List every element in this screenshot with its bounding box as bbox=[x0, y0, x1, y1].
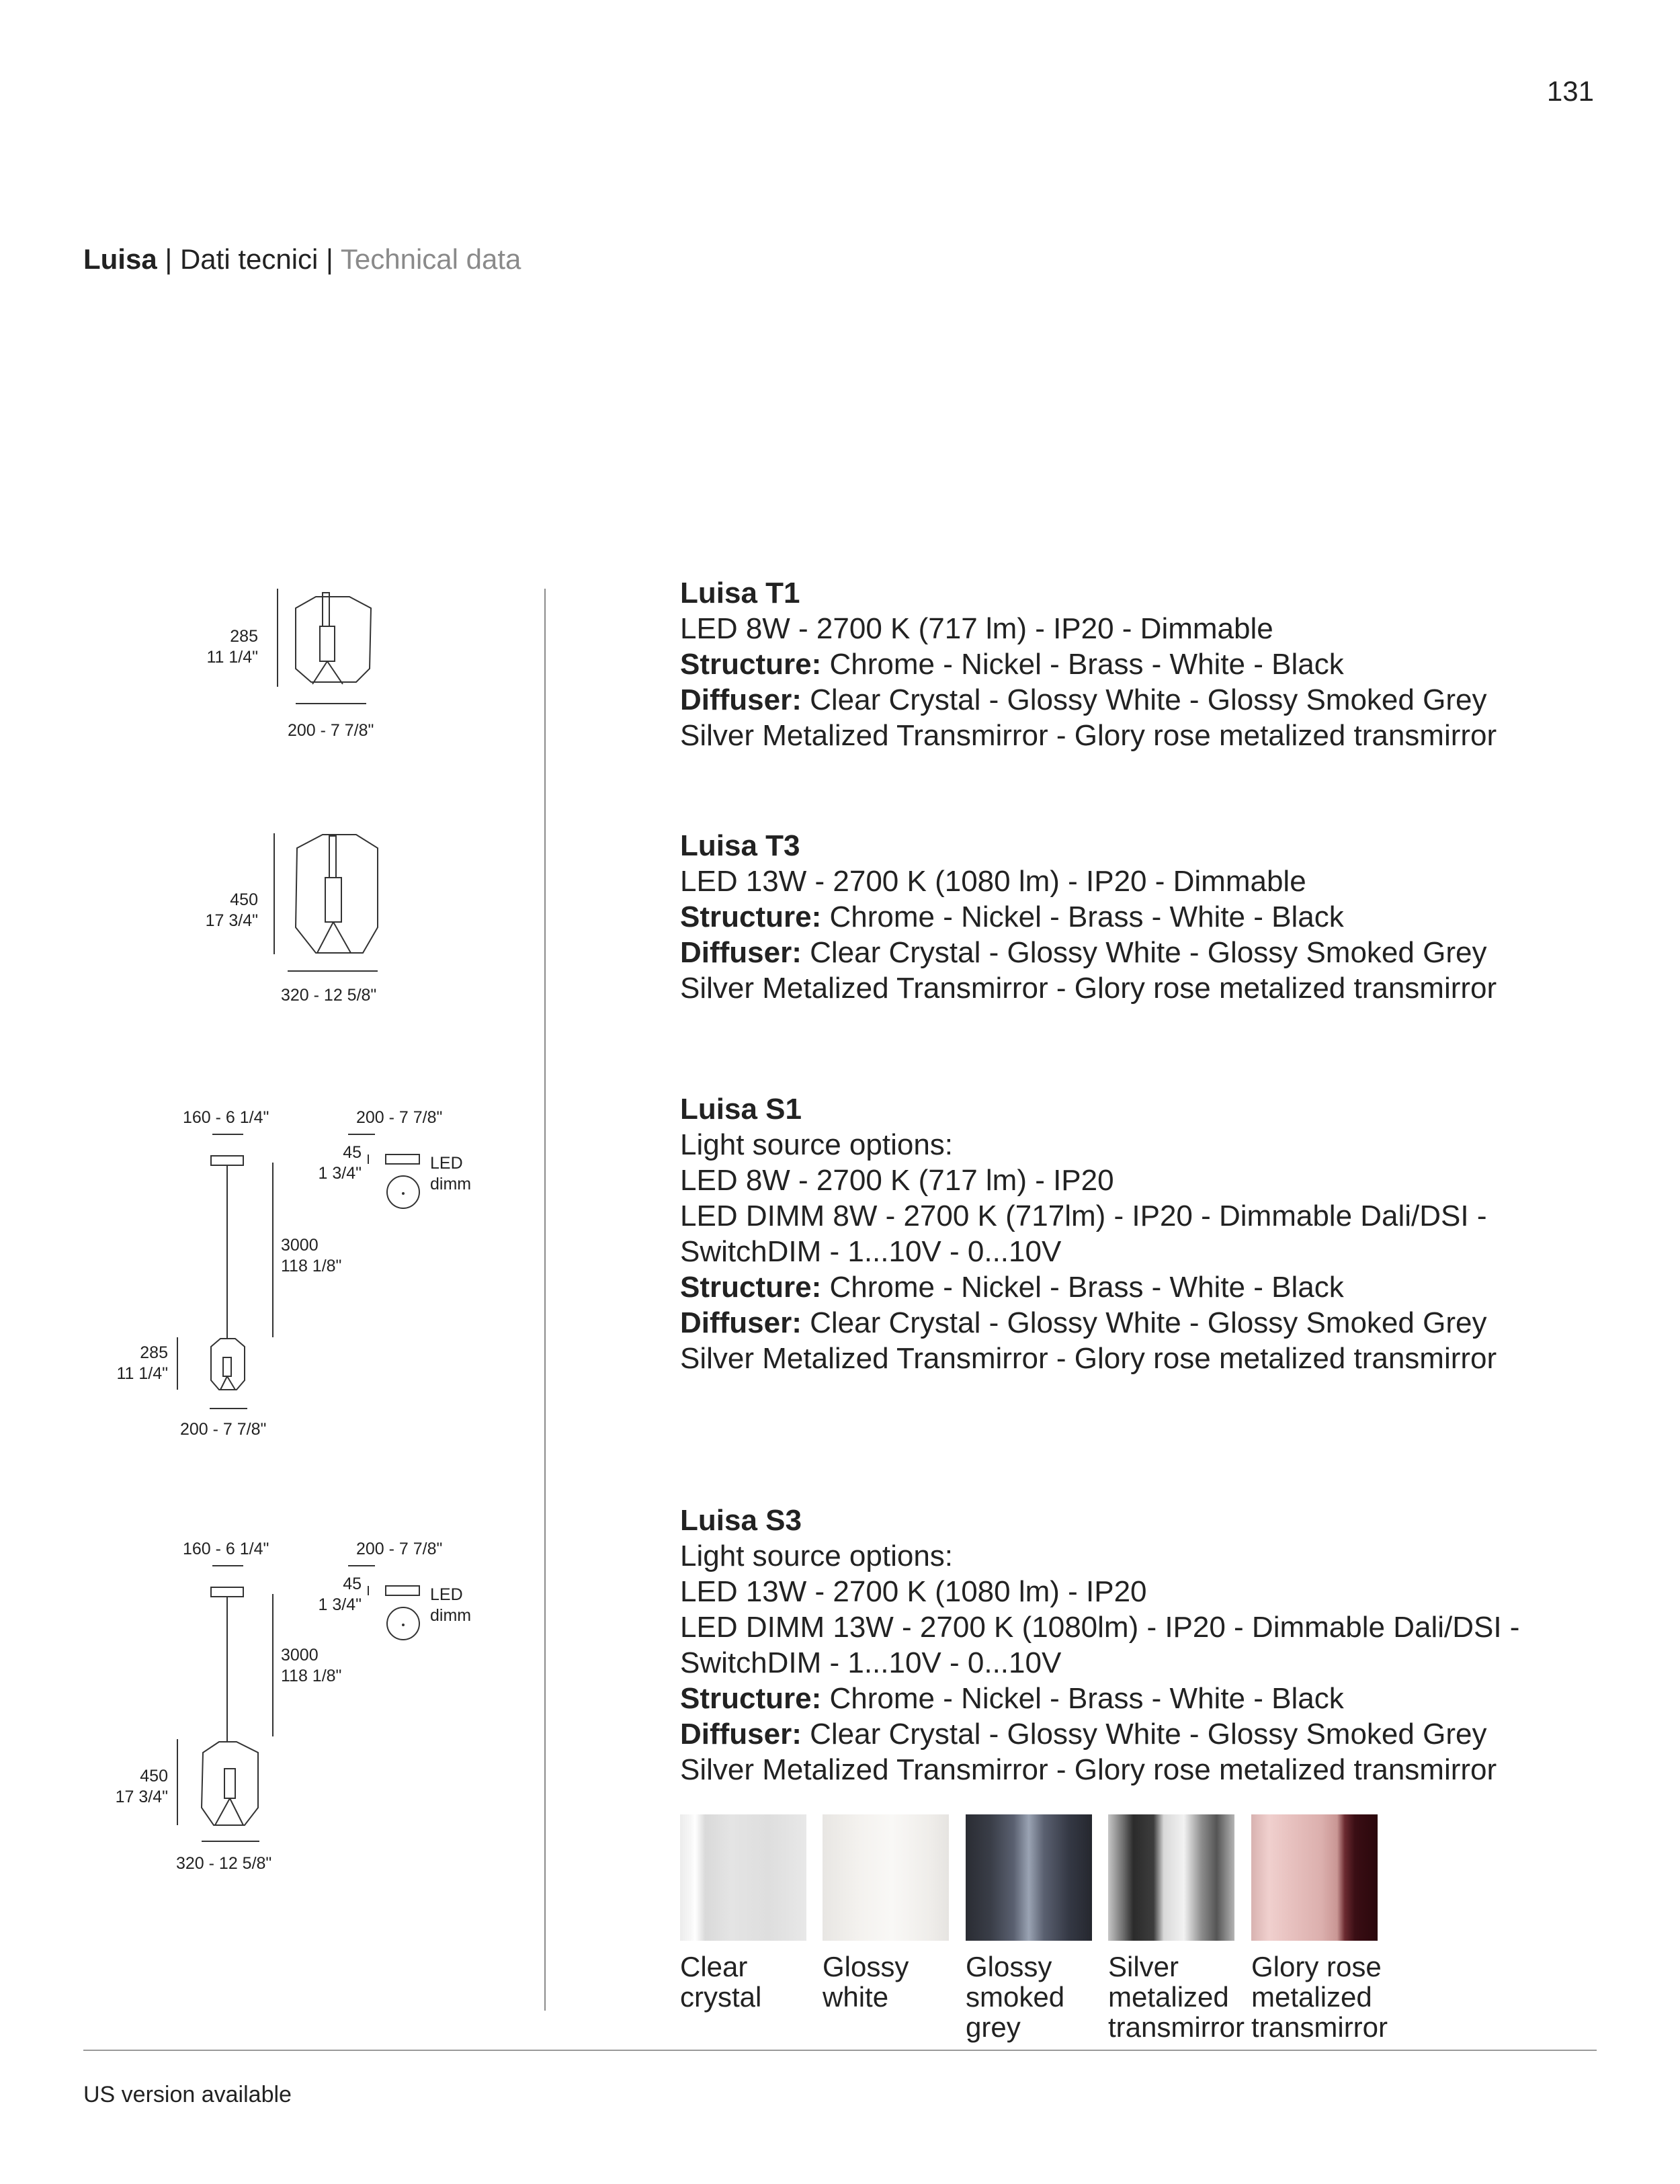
spec-line: LED DIMM 8W - 2700 K (717lm) - IP20 - Dimmable Dali/DSI - bbox=[680, 1200, 1487, 1232]
dim-width-s3: 320 - 12 5/8" bbox=[176, 1854, 272, 1873]
spec-diffuser-more: Silver Metalized Transmirror - Glory rose metalized transmirror bbox=[680, 1753, 1497, 1786]
dim-width-t3: 320 - 12 5/8" bbox=[281, 986, 377, 1005]
dim-height-s3: 450 17 3/4" bbox=[115, 1767, 168, 1806]
dim-canopy-s3: 160 - 6 1/4" bbox=[183, 1540, 269, 1558]
spec-diffuser-more: Silver Metalized Transmirror - Glory rose metalized transmirror bbox=[680, 1342, 1497, 1375]
dim-width-s1: 200 - 7 7/8" bbox=[180, 1420, 267, 1439]
dim-height-s1: 285 11 1/4" bbox=[116, 1343, 168, 1383]
spec-diffuser: Diffuser: Clear Crystal - Glossy White - Glossy Smoked Grey bbox=[680, 683, 1487, 716]
spec-diffuser-more: Silver Metalized Transmirror - Glory rose metalized transmirror bbox=[680, 972, 1497, 1005]
spec-structure: Structure: Chrome - Nickel - Brass - White - Black bbox=[680, 648, 1344, 681]
dim-width-t1: 200 - 7 7/8" bbox=[288, 721, 374, 740]
spec-block-s3 bbox=[680, 1503, 1519, 1788]
spec-diffuser: Diffuser: Clear Crystal - Glossy White - Glossy Smoked Grey bbox=[680, 936, 1487, 969]
title-italian: Dati tecnici bbox=[179, 243, 319, 275]
spec-block-t3 bbox=[680, 828, 1497, 1006]
title-separator: | bbox=[326, 243, 333, 275]
spec-diffuser-more: Silver Metalized Transmirror - Glory rose metalized transmirror bbox=[680, 719, 1497, 752]
finish-label-silver: Silver metalized transmirror bbox=[1108, 1951, 1245, 2043]
finish-label-clear-crystal: Clear crystal bbox=[680, 1951, 762, 2013]
dim-box-s3: 200 - 7 7/8" bbox=[356, 1540, 443, 1558]
product-name: Luisa T3 bbox=[680, 829, 800, 862]
title-product: Luisa bbox=[83, 243, 157, 275]
swatch-glossy-white bbox=[823, 1814, 949, 1941]
title-separator: | bbox=[165, 243, 173, 275]
spec-block-s1 bbox=[680, 1091, 1497, 1376]
dim-cable-s1: 3000 118 1/8" bbox=[281, 1236, 342, 1275]
dim-box-s1: 200 - 7 7/8" bbox=[356, 1108, 443, 1127]
label-led-s3: LED dimm bbox=[430, 1585, 472, 1625]
spec-line: LED 8W - 2700 K (717 lm) - IP20 - Dimmable bbox=[680, 612, 1273, 645]
dim-cable-s3: 3000 118 1/8" bbox=[281, 1646, 342, 1685]
swatch-glossy-smoked-grey bbox=[966, 1814, 1092, 1941]
spec-diffuser: Diffuser: Clear Crystal - Glossy White - Glossy Smoked Grey bbox=[680, 1306, 1487, 1339]
product-name: Luisa S3 bbox=[680, 1504, 802, 1537]
label-led-s1: LED dimm bbox=[430, 1154, 472, 1193]
footer-note: US version available bbox=[83, 2082, 292, 2107]
spec-structure: Structure: Chrome - Nickel - Brass - White - Black bbox=[680, 900, 1344, 933]
spec-line: SwitchDIM - 1...10V - 0...10V bbox=[680, 1235, 1062, 1268]
spec-line: LED 13W - 2700 K (1080 lm) - IP20 bbox=[680, 1575, 1147, 1608]
spec-line: Light source options: bbox=[680, 1128, 954, 1161]
spec-block-t1 bbox=[680, 575, 1497, 753]
finish-label-glory-rose: Glory rose metalized transmirror bbox=[1251, 1951, 1388, 2043]
spec-line: LED 8W - 2700 K (717 lm) - IP20 bbox=[680, 1164, 1114, 1197]
finish-label-glossy-smoked-grey: Glossy smoked grey bbox=[966, 1951, 1065, 2043]
dim-box-height-s1: 45 1 3/4" bbox=[318, 1143, 362, 1183]
title-english: Technical data bbox=[340, 243, 521, 275]
dim-canopy-s1: 160 - 6 1/4" bbox=[183, 1108, 269, 1127]
spec-structure: Structure: Chrome - Nickel - Brass - White - Black bbox=[680, 1682, 1344, 1715]
product-name: Luisa T1 bbox=[680, 577, 800, 610]
product-name: Luisa S1 bbox=[680, 1093, 802, 1126]
spec-line: SwitchDIM - 1...10V - 0...10V bbox=[680, 1646, 1062, 1679]
spec-line: Light source options: bbox=[680, 1540, 954, 1572]
swatch-glory-rose-metalized-transmirror bbox=[1251, 1814, 1378, 1941]
spec-diffuser: Diffuser: Clear Crystal - Glossy White - Glossy Smoked Grey bbox=[680, 1718, 1487, 1751]
swatch-silver-metalized-transmirror bbox=[1108, 1814, 1234, 1941]
spec-line: LED DIMM 13W - 2700 K (1080lm) - IP20 - Dimmable Dali/DSI - bbox=[680, 1611, 1520, 1644]
dim-height-t1: 285 11 1/4" bbox=[206, 627, 258, 667]
dim-height-t3: 450 17 3/4" bbox=[205, 890, 258, 930]
spec-line: LED 13W - 2700 K (1080 lm) - IP20 - Dimmable bbox=[680, 865, 1306, 898]
footer-rule bbox=[83, 2050, 1597, 2051]
spec-structure: Structure: Chrome - Nickel - Brass - White - Black bbox=[680, 1271, 1344, 1304]
finish-label-glossy-white: Glossy white bbox=[823, 1951, 909, 2013]
page-number: 131 bbox=[1546, 75, 1594, 107]
dim-box-height-s3: 45 1 3/4" bbox=[318, 1574, 362, 1614]
swatch-clear-crystal bbox=[680, 1814, 806, 1941]
